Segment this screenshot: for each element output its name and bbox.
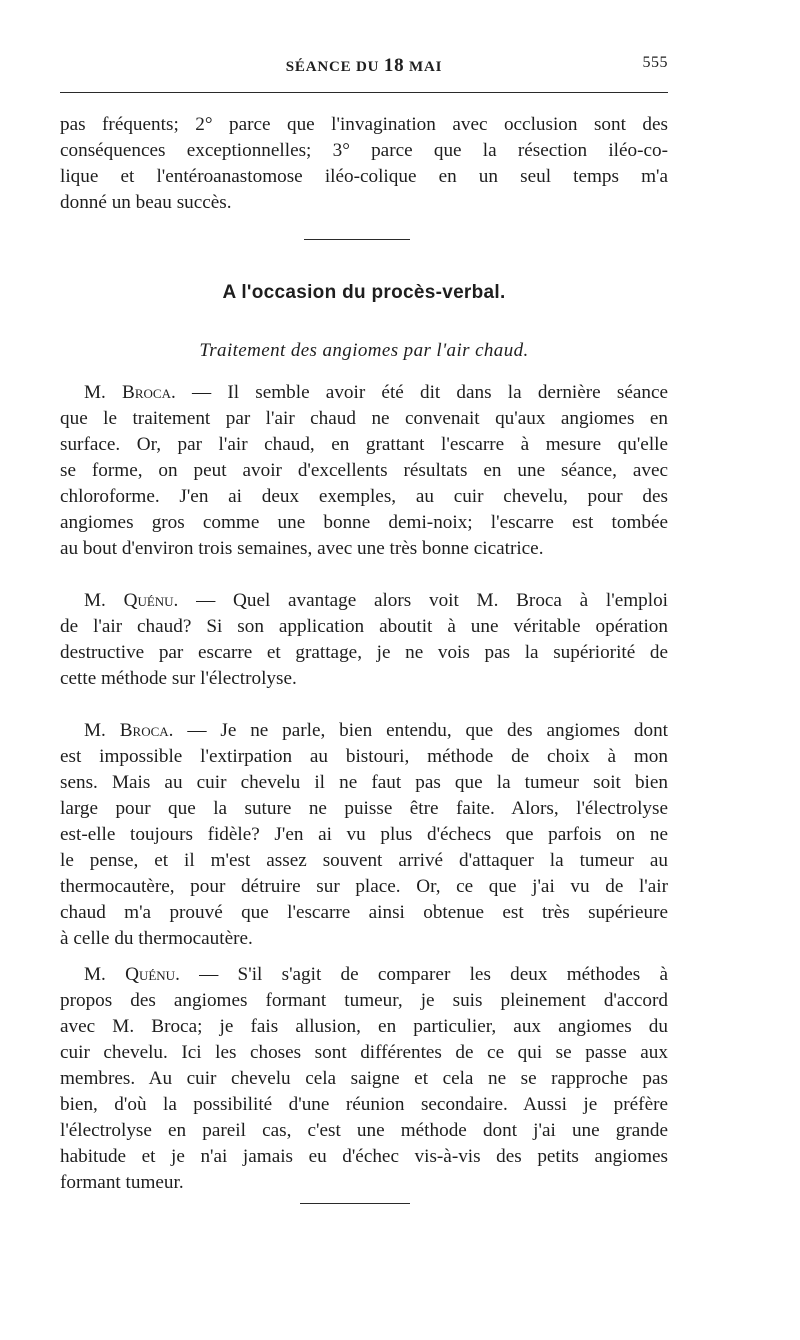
text-line: [60, 588, 668, 614]
text-line: chaud m'a prouvé que l'escarre ainsi obtenue est très supérieure: [60, 902, 668, 923]
text-line: avec M. Broca; je fais allusion, en particulier, aux angiomes du: [60, 1016, 668, 1037]
section-heading: A l'occasion du procès-verbal.: [222, 282, 506, 303]
paragraph-continuation: [60, 112, 668, 216]
running-title-prefix: SÉANCE DU: [285, 59, 380, 75]
paragraph-quenu-1: [60, 588, 668, 692]
text-line: que le traitement par l'air chaud ne convenait qu'aux angiomes en: [60, 408, 668, 429]
text-line: de l'air chaud? Si son application aboutit à une véritable opération: [60, 616, 668, 637]
text-line: membres. Au cuir chevelu cela saigne et cela ne se rapproche pas: [60, 1068, 668, 1089]
text-line: [60, 380, 668, 406]
text-line: est impossible l'extirpation au bistouri, méthode de choix à mon: [60, 746, 668, 767]
text-line: à celle du thermocautère.: [60, 928, 253, 949]
text-line: l'électrolyse en pareil cas, c'est une méthode dont j'ai une grande: [60, 1120, 668, 1141]
speaker-name: M. Broca.: [84, 382, 176, 403]
text-fragment: — Je ne parle, bien entendu, que des angiomes dont: [187, 720, 668, 741]
text-line: se forme, on peut avoir d'excellents résultats en une séance, avec: [60, 460, 668, 481]
speaker-name: M. Broca.: [84, 720, 174, 741]
end-divider: [300, 1203, 410, 1204]
section-divider: [304, 239, 410, 240]
running-title-suffix: MAI: [408, 59, 443, 75]
text-line: destructive par escarre et grattage, je ne vois pas la supériorité de: [60, 642, 668, 663]
page-number: 555: [642, 54, 668, 71]
text-line: bien, d'où la possibilité d'une réunion secondaire. Aussi je préfère: [60, 1094, 668, 1115]
subheading: Traitement des angiomes par l'air chaud.: [199, 340, 529, 361]
text-line: le pense, et il m'est assez souvent arrivé d'attaquer la tumeur au: [60, 850, 668, 871]
text-line: [60, 718, 668, 744]
header-rule: [60, 92, 668, 93]
text-fragment: — S'il s'agit de comparer les deux méthodes à: [199, 964, 668, 985]
text-line: donné un beau succès.: [60, 192, 232, 213]
paragraph-broca-2: [60, 718, 668, 952]
text-line: sens. Mais au cuir chevelu il ne faut pas que la tumeur soit bien: [60, 772, 668, 793]
text-line: thermocautère, pour détruire sur place. Or, ce que j'ai vu de l'air: [60, 876, 668, 897]
text-line: pas fréquents; 2° parce que l'invagination avec occlusion sont des: [60, 114, 668, 135]
text-line: chloroforme. J'en ai deux exemples, au cuir chevelu, pour des: [60, 486, 668, 507]
text-line: conséquences exceptionnelles; 3° parce que la résection iléo-co-: [60, 140, 668, 161]
paragraph-broca-1: [60, 380, 668, 562]
speaker-name: M. Quénu.: [84, 590, 179, 611]
paragraph-quenu-2: [60, 962, 668, 1196]
text-line: surface. Or, par l'air chaud, en grattant l'escarre à mesure qu'elle: [60, 434, 668, 455]
text-fragment: — Il semble avoir été dit dans la dernière séance: [191, 382, 668, 403]
text-fragment: — Quel avantage alors voit M. Broca à l'emploi: [196, 590, 668, 611]
text-line: propos des angiomes formant tumeur, je suis pleinement d'accord: [60, 990, 668, 1011]
text-line: habitude et je n'ai jamais eu d'échec vis-à-vis des petits angiomes: [60, 1146, 668, 1167]
text-line: est-elle toujours fidèle? J'en ai vu plus d'échecs que parfois on ne: [60, 824, 668, 845]
text-line: cuir chevelu. Ici les choses sont différentes de ce qui se passe aux: [60, 1042, 668, 1063]
speaker-name: M. Quénu.: [84, 964, 180, 985]
text-line: formant tumeur.: [60, 1172, 184, 1193]
text-line: cette méthode sur l'électrolyse.: [60, 668, 297, 689]
text-line: lique et l'entéroanastomose iléo-colique en un seul temps m'a: [60, 166, 668, 187]
text-line: [60, 962, 668, 988]
running-title: [60, 55, 668, 77]
running-title-day: 18: [383, 55, 405, 76]
text-line: au bout d'environ trois semaines, avec une très bonne cicatrice.: [60, 538, 544, 559]
running-head: [60, 52, 668, 76]
text-line: angiomes gros comme une bonne demi-noix; l'escarre est tombée: [60, 512, 668, 533]
text-line: large pour que la suture ne puisse être faite. Alors, l'électrolyse: [60, 798, 668, 819]
